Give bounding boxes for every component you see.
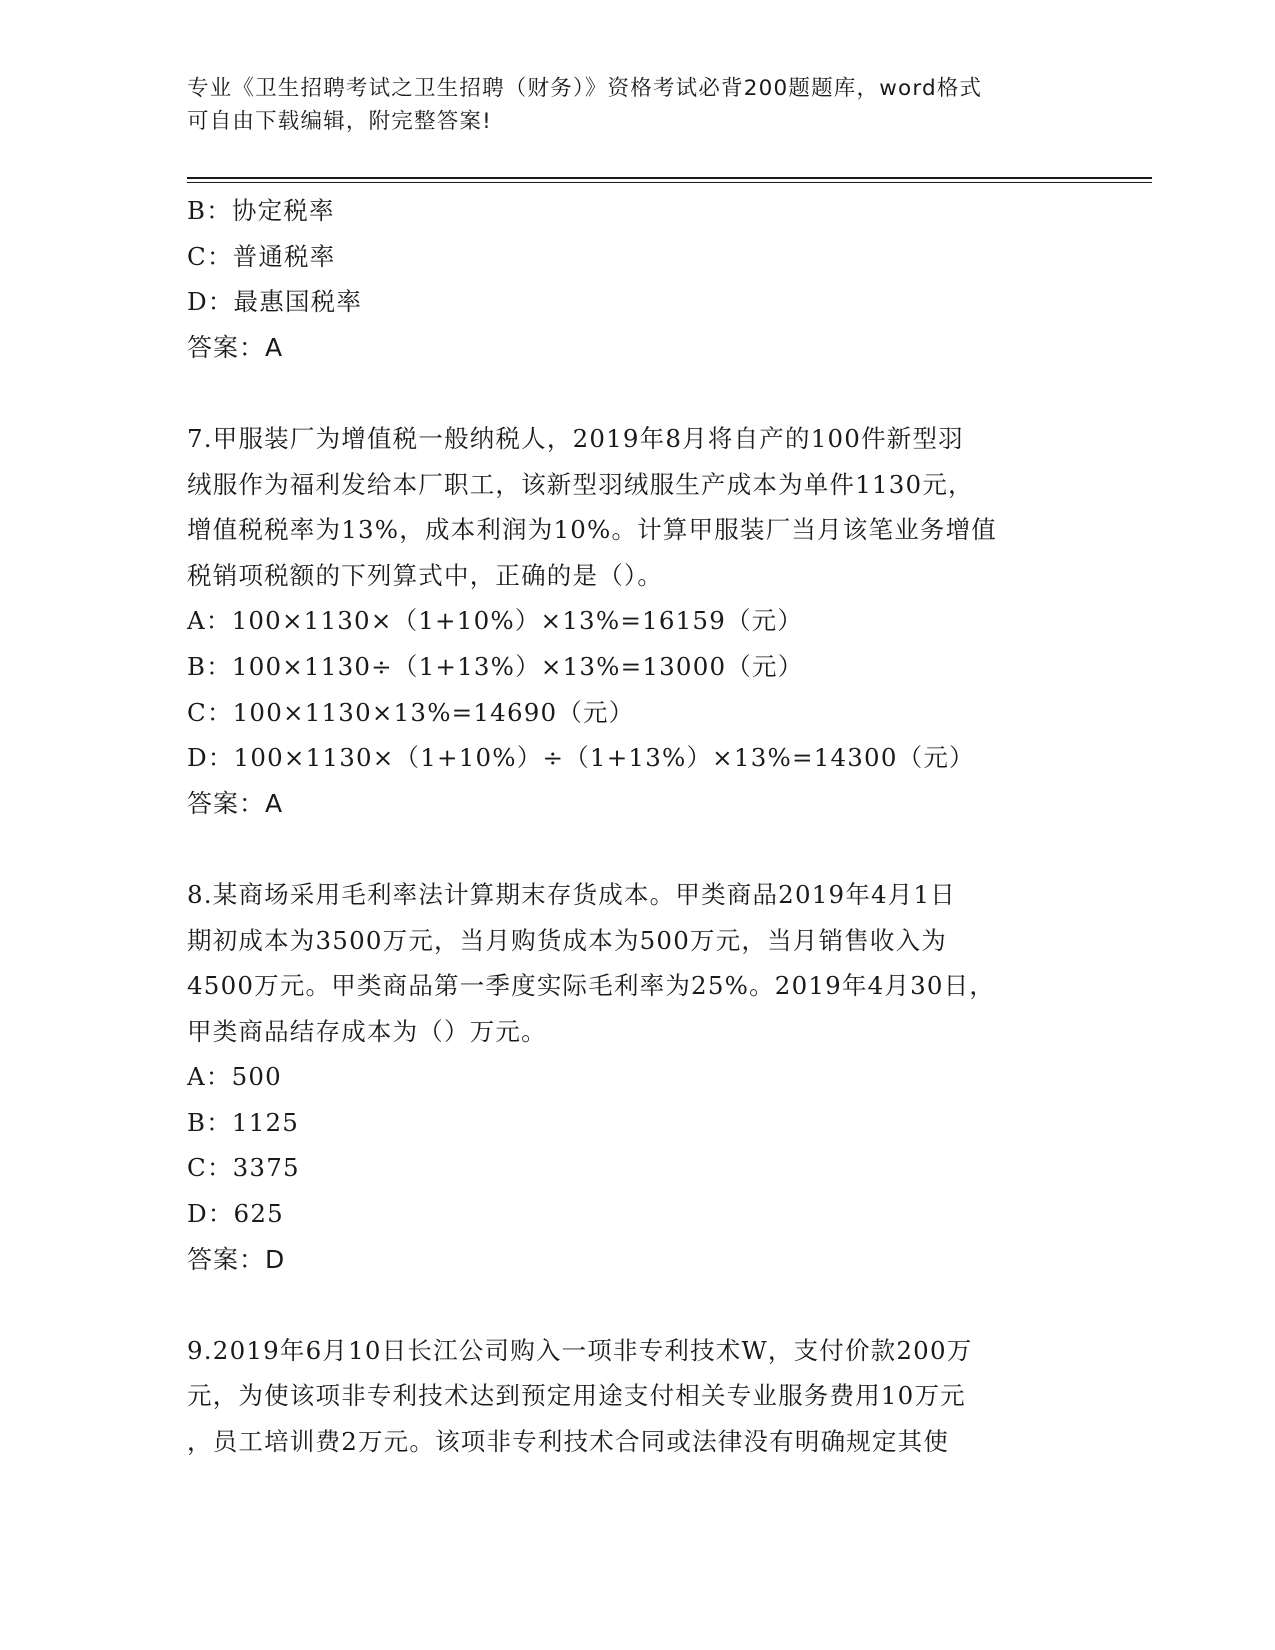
question-stem-line: 4500万元。甲类商品第一季度实际毛利率为25%。2019年4月30日， bbox=[187, 971, 996, 1001]
option-d: D：最惠国税率 bbox=[187, 287, 363, 317]
option-b: B：100×1130÷（1+13%）×13%=13000（元） bbox=[187, 651, 804, 681]
question-8 bbox=[187, 872, 1087, 1282]
option-a: A：500 bbox=[187, 1062, 282, 1092]
header-rule-thick bbox=[187, 177, 1152, 179]
spacer bbox=[187, 370, 1087, 416]
question-stem-line: 7.甲服装厂为增值税一般纳税人，2019年8月将自产的100件新型羽 bbox=[187, 423, 964, 453]
question-stem-line: 9.2019年6月10日长江公司购入一项非专利技术W，支付价款200万 bbox=[187, 1335, 973, 1365]
option-d: D：100×1130×（1+10%）÷（1+13%）×13%=14300（元） bbox=[187, 743, 975, 773]
question-7 bbox=[187, 416, 1087, 826]
option-c: C：100×1130×13%=14690（元） bbox=[187, 697, 635, 727]
spacer bbox=[187, 1282, 1087, 1328]
question-stem-line: 8.某商场采用毛利率法计算期末存货成本。甲类商品2019年4月1日 bbox=[187, 879, 956, 909]
question-stem-line: 增值税税率为13%，成本利润为10%。计算甲服装厂当月该笔业务增值 bbox=[187, 515, 998, 545]
question-stem-line: 税销项税额的下列算式中，正确的是（）。 bbox=[187, 560, 664, 590]
question-stem-line: 绒服作为福利发给本厂职工，该新型羽绒服生产成本为单件1130元， bbox=[187, 469, 974, 499]
option-a: A：100×1130×（1+10%）×13%=16159（元） bbox=[187, 606, 804, 636]
option-b: B：协定税率 bbox=[187, 196, 335, 225]
option-c: C：普通税率 bbox=[187, 241, 336, 271]
option-c: C：3375 bbox=[187, 1153, 300, 1183]
question-stem-line: ，员工培训费2万元。该项非专利技术合同或法律没有明确规定其使 bbox=[187, 1427, 950, 1457]
answer-line: 答案：D bbox=[187, 1244, 286, 1274]
header-rule-thin bbox=[187, 182, 1152, 183]
question-9 bbox=[187, 1328, 1087, 1465]
question-stem-line: 甲类商品结存成本为（）万元。 bbox=[187, 1016, 547, 1046]
answer-line: 答案：A bbox=[187, 788, 284, 818]
document-body bbox=[187, 188, 1087, 1465]
answer-line: 答案：A bbox=[187, 332, 284, 362]
option-d: D：625 bbox=[187, 1199, 284, 1229]
document-header bbox=[187, 72, 1067, 138]
spacer bbox=[187, 826, 1087, 872]
option-b: B：1125 bbox=[187, 1107, 300, 1137]
header-line-2: 可自由下载编辑，附完整答案! bbox=[187, 109, 492, 134]
header-line-1: 专业《卫生招聘考试之卫生招聘（财务）》资格考试必背200题题库，word格式 bbox=[187, 76, 983, 101]
question-stem-line: 元，为使该项非专利技术达到预定用途支付相关专业服务费用10万元 bbox=[187, 1381, 966, 1411]
question-6-tail bbox=[187, 188, 1087, 370]
question-stem-line: 期初成本为3500万元，当月购货成本为500万元，当月销售收入为 bbox=[187, 925, 948, 955]
